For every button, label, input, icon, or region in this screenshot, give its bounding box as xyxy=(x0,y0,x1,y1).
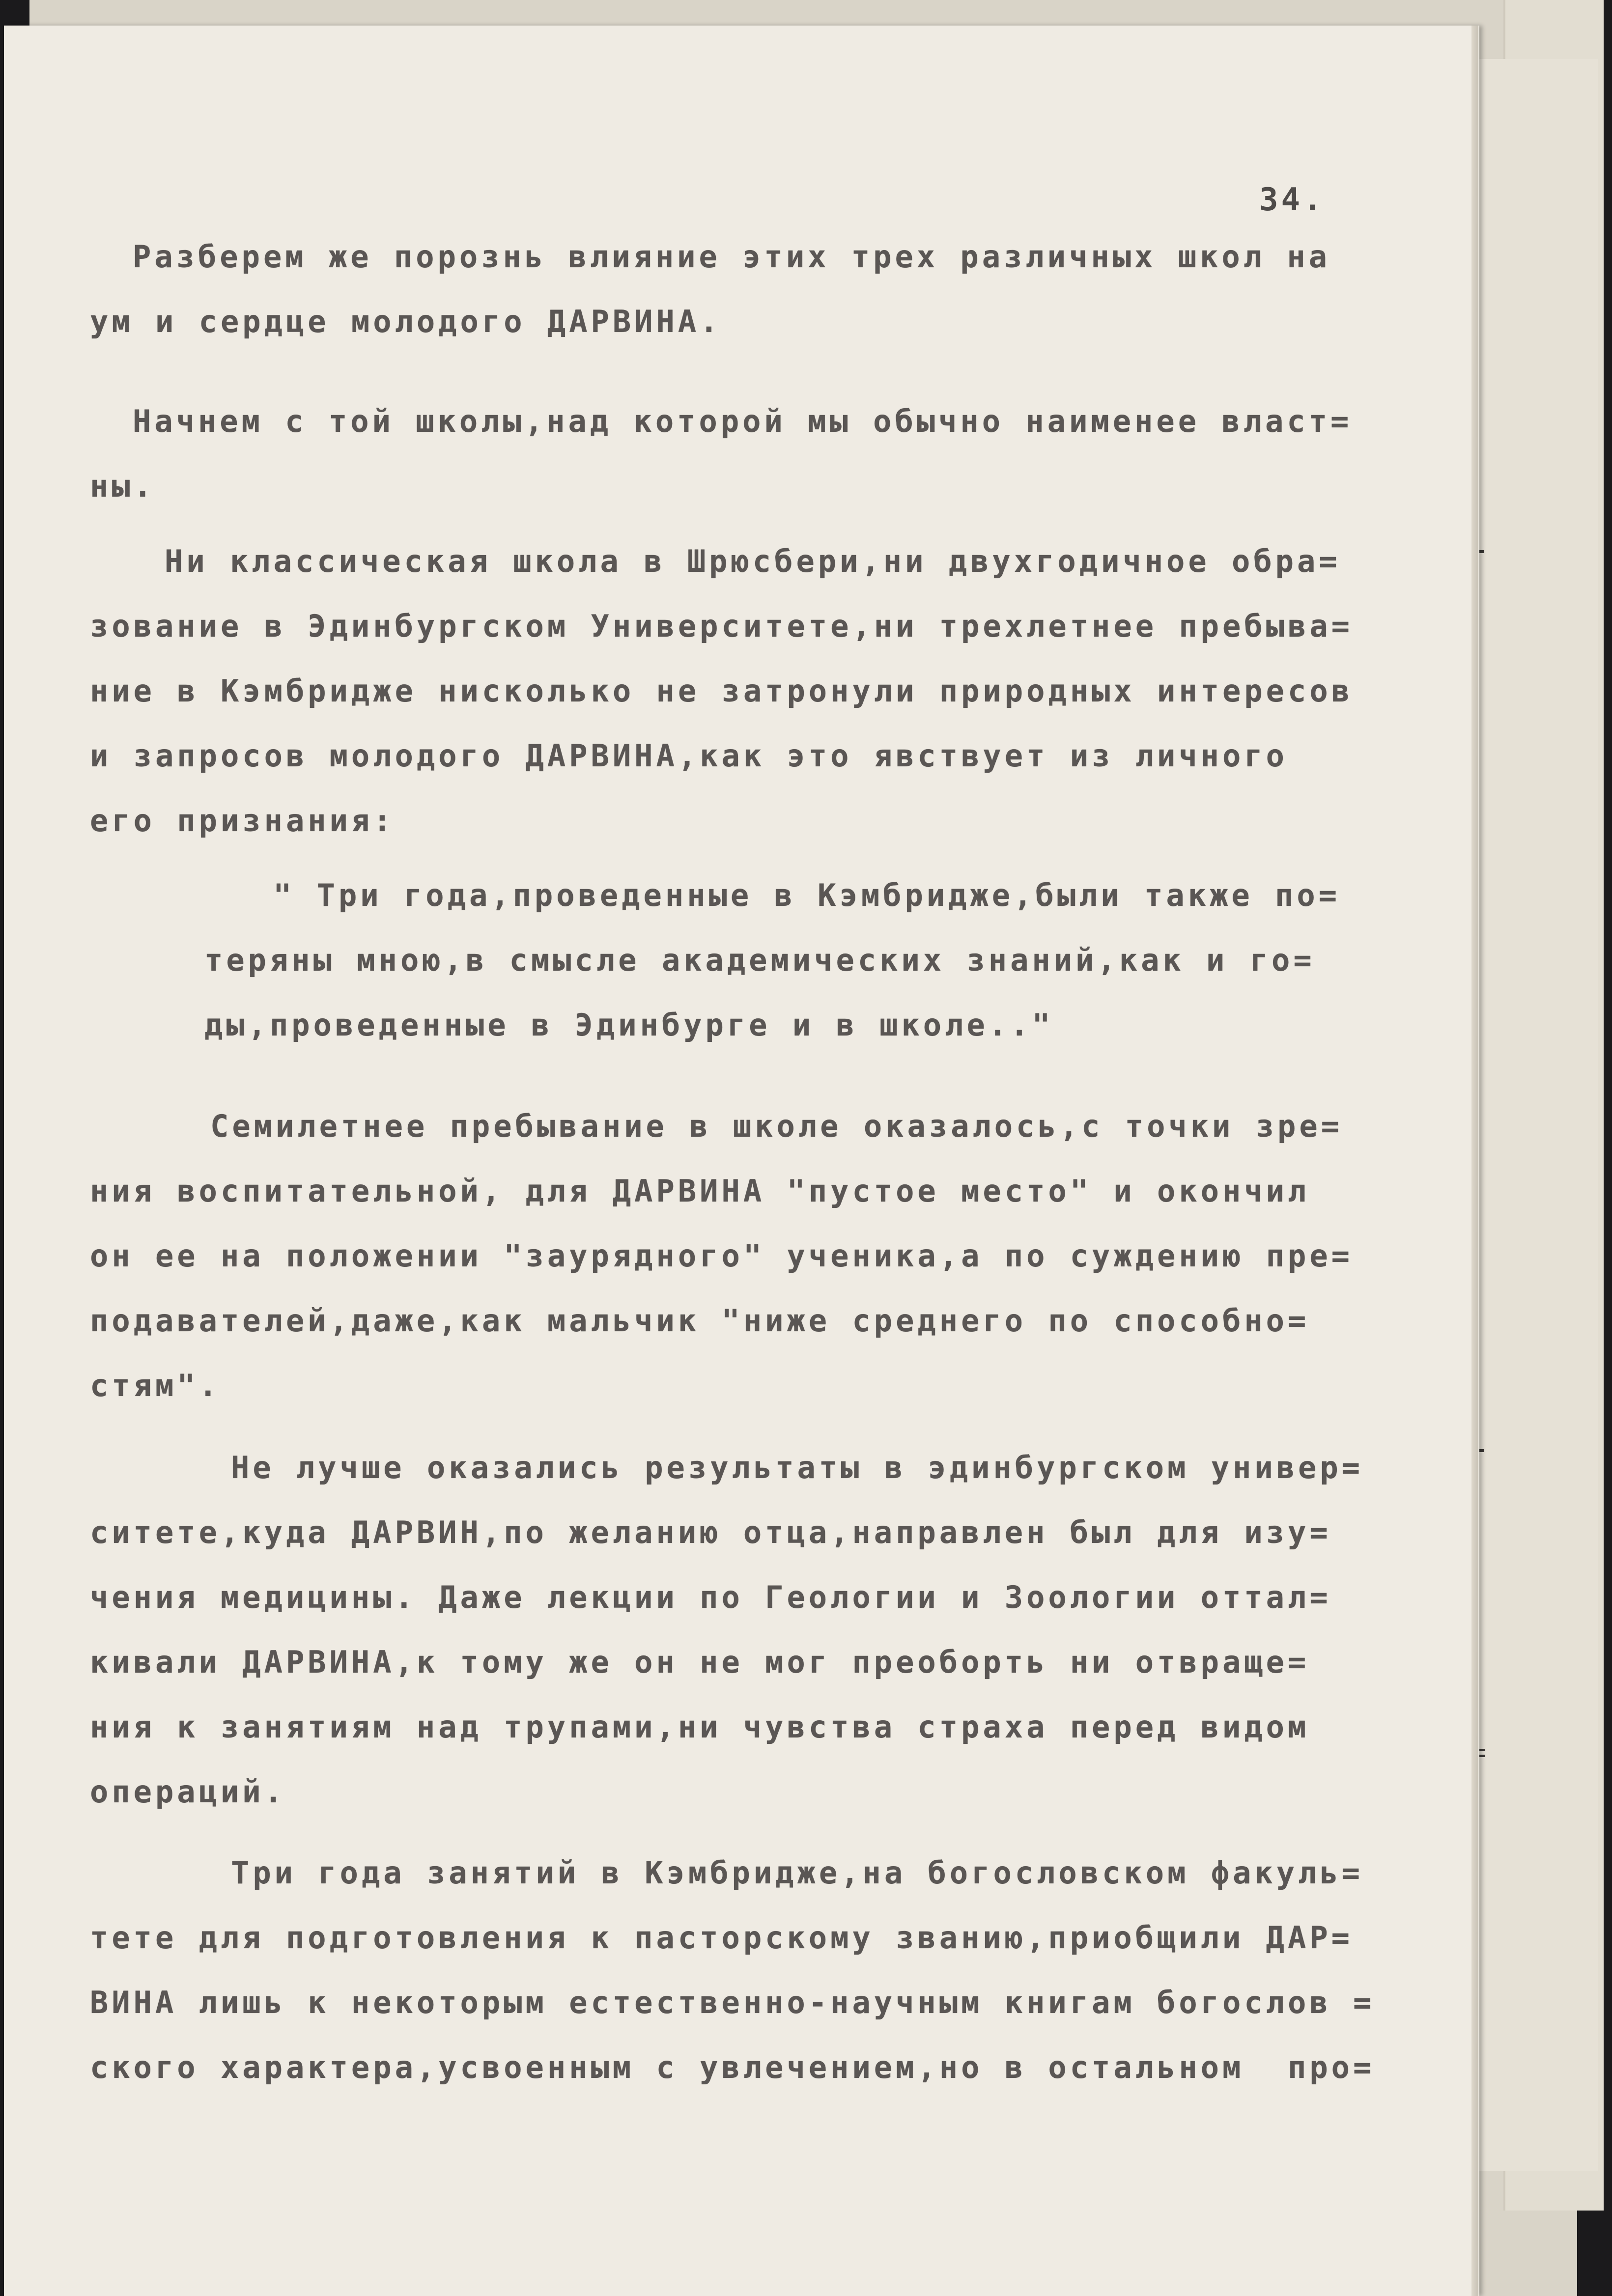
text-line: ситете,куда ДАРВИН,по желанию отца,направлен был для изу= xyxy=(90,1514,1331,1550)
quote-line: теряны мною,в смысле академических знаний,как и го= xyxy=(204,942,1315,978)
text-line: зование в Эдинбургском Университете,ни трехлетнее пребыва= xyxy=(90,608,1353,644)
text-line: ния к занятиям над трупами,ни чувства страха перед видом xyxy=(90,1709,1310,1745)
text-line: ум и сердце молодого ДАРВИНА. xyxy=(90,304,722,339)
text-line: операций. xyxy=(90,1774,286,1810)
page-edge-shadow xyxy=(1471,26,1478,2296)
quote-line: " Три года,проведенные в Кэмбридже,были также по= xyxy=(273,877,1341,913)
text-line: кивали ДАРВИНА,к тому же он не мог преоборть ни отвраще= xyxy=(90,1644,1310,1680)
text-line: ского характера,усвоенным с увлечением,но в остальном про= xyxy=(90,2049,1375,2085)
text-line: и запросов молодого ДАРВИНА,как это явствует из личного xyxy=(90,738,1288,774)
text-line: стям". xyxy=(90,1368,221,1403)
text-line: его признания: xyxy=(90,803,395,839)
text-line: Три года занятий в Кэмбридже,на богословском факуль= xyxy=(231,1855,1364,1891)
text-line: он ее на положении "заурядного" ученика,а по суждению пре= xyxy=(90,1238,1353,1274)
text-line: ны. xyxy=(90,468,155,504)
text-line: ния воспитательной, для ДАРВИНА "пустое место" и окончил xyxy=(90,1173,1310,1209)
page-number: 34. xyxy=(1259,182,1325,218)
text-line: подавателей,даже,как мальчик "ниже среднего по способно= xyxy=(90,1303,1310,1339)
text-line: Семилетнее пребывание в школе оказалось,с точки зре= xyxy=(210,1108,1343,1144)
text-line: тете для подготовления к пасторскому званию,приобщили ДАР= xyxy=(90,1920,1353,1956)
quote-line: ды,проведенные в Эдинбурге и в школе.." xyxy=(204,1007,1054,1043)
text-line: Не лучше оказались результаты в эдинбургском универ= xyxy=(231,1450,1364,1485)
text-line: чения медицины. Даже лекции по Геологии и Зоологии оттал= xyxy=(90,1579,1331,1615)
text-line: Начнем с той школы,над которой мы обычно наименее власт= xyxy=(133,403,1353,439)
text-line: ВИНА лишь к некоторым естественно-научным книгам богослов = xyxy=(90,1985,1375,2020)
text-line: ние в Кэмбридже нисколько не затронули природных интересов xyxy=(90,673,1353,709)
underlying-page-marks xyxy=(1479,0,1577,2296)
text-line: Ни классическая школа в Шрюсбери,ни двухгодичное обра= xyxy=(165,543,1341,579)
text-line: Разберем же порознь влияние этих трех различных школ на xyxy=(133,239,1330,275)
typewritten-page xyxy=(4,26,1479,2296)
